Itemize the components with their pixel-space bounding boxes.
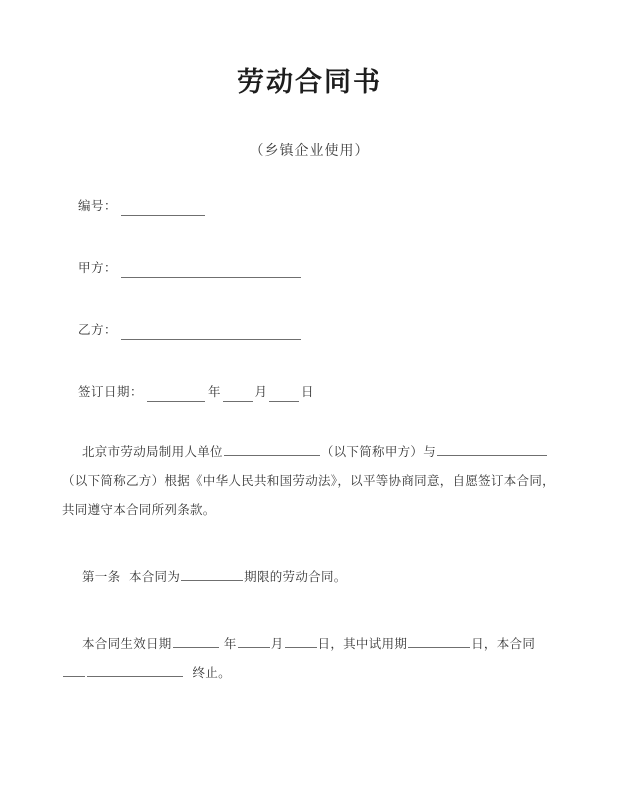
field-sign-date-day-unit: 日 xyxy=(301,384,314,399)
preamble-employee-blank[interactable] xyxy=(437,442,547,456)
paragraph-effective-date xyxy=(62,629,558,687)
field-party-b-label: 乙方： xyxy=(78,322,118,337)
field-sign-date-year-blank[interactable] xyxy=(147,388,205,402)
article-1-term-blank[interactable] xyxy=(181,567,243,581)
preamble-line2: （以下简称乙方）根据《中华人民共和国劳动法》，以平等协商同意，自愿签订本合同，共同遵 xyxy=(62,473,555,517)
paragraph-article-1 xyxy=(62,562,558,591)
field-sign-date-label: 签订日期： xyxy=(78,384,144,399)
field-sign-date-day-blank[interactable] xyxy=(269,388,299,402)
preamble-line3: 守本合同所列条款。 xyxy=(100,502,216,517)
effective-end-blank-b[interactable] xyxy=(87,663,183,677)
effective-year-unit: 年 xyxy=(223,636,237,651)
field-party-b xyxy=(78,320,301,340)
field-party-a xyxy=(78,258,301,278)
effective-day-unit: 日，其中试用期 xyxy=(317,636,408,651)
preamble-line1-part1: 北京市劳动局制用人单位 xyxy=(82,444,223,459)
field-party-a-blank[interactable] xyxy=(121,264,301,278)
field-sign-date-month-unit: 月 xyxy=(254,384,268,399)
effective-month-unit: 月 xyxy=(270,636,284,651)
paragraph-preamble xyxy=(62,437,558,524)
field-party-b-blank[interactable] xyxy=(121,326,301,340)
effective-part2: 日，本合同 xyxy=(471,636,536,651)
effective-probation-blank[interactable] xyxy=(408,634,470,648)
field-contract-number xyxy=(78,196,205,216)
effective-year-blank[interactable] xyxy=(173,634,219,648)
document-subtitle: （乡镇企业使用） xyxy=(249,143,370,159)
preamble-line1-part2: （以下简称甲方）与 xyxy=(320,444,437,459)
field-contract-number-blank[interactable] xyxy=(121,202,205,216)
effective-month-blank[interactable] xyxy=(238,634,270,648)
preamble-employer-blank[interactable] xyxy=(224,442,320,456)
field-sign-date-year-unit: 年 xyxy=(208,384,221,399)
field-sign-date xyxy=(78,382,315,402)
field-sign-date-month-blank[interactable] xyxy=(223,388,253,402)
article-1-text-part2: 期限的劳动合同。 xyxy=(244,569,347,584)
effective-end-blank-a[interactable] xyxy=(63,663,85,677)
effective-day-blank[interactable] xyxy=(285,634,317,648)
effective-part3: 终止。 xyxy=(192,665,231,680)
field-contract-number-label: 编号： xyxy=(78,198,118,213)
document-title: 劳动合同书 xyxy=(237,67,382,98)
effective-part1: 本合同生效日期 xyxy=(82,636,172,651)
field-party-a-label: 甲方： xyxy=(78,260,118,275)
article-1-number: 第一条 xyxy=(82,569,121,584)
article-1-text-part1: 本合同为 xyxy=(128,569,181,584)
